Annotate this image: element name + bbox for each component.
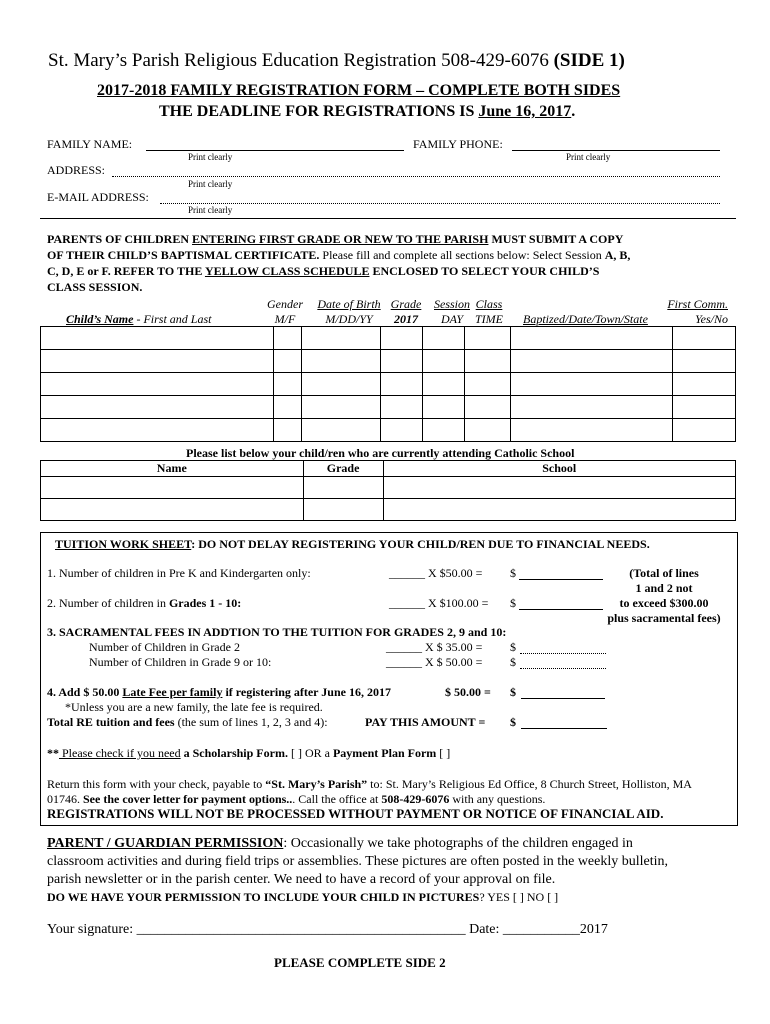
permission-line-3: parish newsletter or in the parish center. We need to have a record of your approval on file. (47, 872, 556, 887)
return-payee: “St. Mary’s Parish” (265, 777, 368, 791)
tuition-line-2-dollar: $ (510, 596, 516, 610)
col-gender-2: M/F (274, 312, 296, 326)
class-cell[interactable] (465, 373, 511, 396)
table-row (41, 419, 736, 442)
notice-line-2 (47, 248, 630, 263)
grade-9-calc: ______ X $ 50.00 = (386, 655, 483, 669)
grade-cell[interactable] (381, 419, 423, 442)
permission-line-1 (47, 836, 633, 852)
baptized-cell[interactable] (511, 419, 673, 442)
deadline-suffix: . (571, 103, 576, 120)
col-session-2: DAY (440, 312, 463, 326)
child-name-cell[interactable] (41, 373, 274, 396)
gender-cell[interactable] (273, 396, 301, 419)
pay-amount-label: PAY THIS AMOUNT = (365, 715, 486, 729)
baptized-cell[interactable] (511, 373, 673, 396)
permission-heading: PARENT / GUARDIAN PERMISSION (47, 836, 284, 851)
email-hint: Print clearly (188, 205, 233, 215)
notice-text: . REFER TO THE (107, 264, 205, 278)
col-grade-1: Grade (390, 297, 422, 311)
address-hint: Print clearly (188, 179, 233, 189)
family-name-hint: Print clearly (188, 152, 233, 162)
col-class-2: TIME (475, 312, 503, 326)
deadline-date: June 16, 2017 (478, 103, 572, 120)
late-fee-dollar: $ (510, 685, 516, 699)
baptized-cell[interactable] (511, 350, 673, 373)
tuition-heading-a: TUITION WORK SHEET (55, 537, 192, 551)
permission-text: : Occasionally we take photographs of the children engaged in (283, 836, 633, 851)
tuition-line-2-amount[interactable] (519, 609, 603, 610)
notice-emphasis: ENTERING FIRST GRADE OR NEW TO THE PARISH (192, 232, 489, 246)
grade-2-calc: ______ X $ 35.00 = (386, 640, 483, 654)
catholic-school-cell[interactable] (383, 477, 735, 499)
tuition-line-1-amount[interactable] (519, 579, 603, 580)
gender-cell[interactable] (273, 327, 301, 350)
catholic-col-school: School (383, 461, 735, 477)
not-processed-warning: REGISTRATIONS WILL NOT BE PROCESSED WITHOUT PAYMENT OR NOTICE OF FINANCIAL AID. (47, 806, 664, 821)
col-dob-2: M/DD/YY (325, 312, 373, 326)
tuition-note-1: (Total of lines (629, 566, 699, 580)
payment-plan-form: Payment Plan Form (332, 746, 437, 760)
grade-9-dollar: $ (510, 655, 516, 669)
pay-dollar: $ (510, 715, 516, 729)
catholic-name-cell[interactable] (41, 499, 304, 521)
return-phone: 508-429-6076 (381, 792, 450, 806)
pay-amount[interactable] (521, 728, 607, 729)
grade-2-amount[interactable] (520, 653, 606, 654)
notice-text: ENCLOSED TO SELECT YOUR CHILD’S (369, 264, 600, 278)
session-cell[interactable] (423, 327, 465, 350)
tuition-line-2-a: 2. Number of children in (47, 596, 169, 610)
catholic-grade-cell[interactable] (303, 477, 383, 499)
col-child-name-sub: - First and Last (133, 312, 212, 326)
child-name-cell[interactable] (41, 327, 274, 350)
first-comm-cell[interactable] (673, 327, 736, 350)
tuition-note-4: plus sacramental fees) (607, 611, 721, 625)
payment-plan-checkbox[interactable]: [ ] (436, 746, 451, 760)
footer-complete-side-2: PLEASE COMPLETE SIDE 2 (274, 955, 446, 970)
total-label (47, 715, 328, 730)
gender-cell[interactable] (273, 350, 301, 373)
notice-text: C, D, E or F (47, 264, 108, 278)
class-cell[interactable] (465, 419, 511, 442)
col-child-name (66, 312, 211, 327)
scholarship-form: a Scholarship Form. (180, 746, 288, 760)
col-class (470, 297, 508, 327)
catholic-col-name: Name (41, 461, 304, 477)
total-label-b: (the sum of lines 1, 2, 3 and 4): (174, 715, 328, 729)
class-cell[interactable] (465, 327, 511, 350)
first-comm-cell[interactable] (673, 396, 736, 419)
title-main: St. Mary’s Parish Religious Education Registration 508-429-6076 (48, 50, 554, 71)
catholic-name-cell[interactable] (41, 477, 304, 499)
grade-cell[interactable] (381, 327, 423, 350)
return-text: with any questions. (449, 792, 546, 806)
catholic-col-grade: Grade (303, 461, 383, 477)
notice-text: A, B, (604, 248, 631, 262)
table-row (41, 350, 736, 373)
permission-question (47, 890, 558, 905)
return-line-2 (47, 792, 545, 807)
tuition-line-1-dollar: $ (510, 566, 516, 580)
tuition-line-4-c: if registering after June 16, 2017 (222, 685, 391, 699)
col-grade (388, 297, 424, 327)
table-row (41, 477, 736, 499)
first-comm-cell[interactable] (673, 373, 736, 396)
return-text: . Call the office at (292, 792, 382, 806)
col-first-comm-1: First Comm. (667, 297, 728, 311)
late-fee-note: *Unless you are a new family, the late fee is required. (65, 700, 323, 714)
return-text: Return this form with your check, payable to (47, 777, 266, 791)
child-name-cell[interactable] (41, 419, 274, 442)
col-child-name-main: Child’s Name (66, 312, 134, 326)
tuition-note-2: 1 and 2 not (635, 581, 693, 595)
notice-line-3 (47, 264, 599, 279)
scholarship-check: Please check if you need (59, 746, 181, 760)
tuition-line-4 (47, 685, 391, 700)
divider (40, 218, 736, 219)
tuition-line-4-b: Late Fee per family (122, 685, 223, 699)
page-title (48, 50, 625, 72)
notice-line-1 (47, 232, 623, 247)
tuition-heading-b: : DO NOT DELAY REGISTERING YOUR CHILD/REN DUE TO FINANCIAL NEEDS. (191, 537, 650, 551)
family-phone-field[interactable] (512, 150, 720, 151)
title-side: (SIDE 1) (553, 50, 625, 71)
session-cell[interactable] (423, 350, 465, 373)
return-text: 01746. (47, 792, 83, 806)
col-baptized: Baptized/Date/Town/State (523, 312, 648, 326)
permission-yes-no[interactable]: ? YES [ ] NO [ ] (479, 890, 559, 904)
tuition-heading (55, 537, 650, 552)
email-field[interactable] (160, 203, 720, 204)
catholic-heading: Please list below your child/ren who are currently attending Catholic School (186, 446, 575, 460)
col-dob-1: Date of Birth (317, 297, 381, 311)
dob-cell[interactable] (301, 350, 381, 373)
total-label-a: Total RE tuition and fees (47, 715, 175, 729)
grade-cell[interactable] (381, 373, 423, 396)
tuition-note (598, 566, 730, 626)
notice-line-4: CLASS SESSION. (47, 280, 143, 294)
gender-cell[interactable] (273, 419, 301, 442)
session-cell[interactable] (423, 373, 465, 396)
notice-text: Please fill and complete all sections below: Select Session (319, 248, 605, 262)
tuition-line-1-calc: ______ X $50.00 = (389, 566, 483, 580)
notice-emphasis: YELLOW CLASS SCHEDULE (204, 264, 370, 278)
tuition-line-3: 3. SACRAMENTAL FEES IN ADDTION TO THE TUITION FOR GRADES 2, 9 and 10: (47, 625, 507, 639)
scholarship-stars: ** (47, 746, 59, 760)
family-phone-hint: Print clearly (566, 152, 611, 162)
table-row (41, 373, 736, 396)
baptized-cell[interactable] (511, 396, 673, 419)
table-row (41, 327, 736, 350)
address-label: ADDRESS: (47, 163, 106, 177)
col-class-1: Class (475, 297, 503, 311)
class-cell[interactable] (465, 350, 511, 373)
first-comm-cell[interactable] (673, 419, 736, 442)
dob-cell[interactable] (301, 373, 381, 396)
col-session-1: Session (434, 297, 470, 311)
notice-text: PARENTS OF CHILDREN (47, 232, 193, 246)
gender-cell[interactable] (273, 373, 301, 396)
tuition-line-1: 1. Number of children in Pre K and Kindergarten only: (47, 566, 311, 580)
email-label: E-MAIL ADDRESS: (47, 190, 149, 204)
child-name-cell[interactable] (41, 396, 274, 419)
grade-2-dollar: $ (510, 640, 516, 654)
tuition-line-4-a: 4. Add $ 50.00 (47, 685, 123, 699)
catholic-grade-cell[interactable] (303, 499, 383, 521)
tuition-note-3: to exceed $300.00 (619, 596, 709, 610)
col-gender (264, 297, 306, 327)
child-table (40, 326, 736, 442)
catholic-header-row (41, 461, 736, 477)
grade-2-label: Number of Children in Grade 2 (89, 640, 240, 654)
late-fee-calc: $ 50.00 = (445, 685, 491, 699)
col-gender-1: Gender (267, 297, 303, 311)
grade-9-label: Number of Children in Grade 9 or 10: (89, 655, 272, 669)
tuition-line-2 (47, 596, 241, 611)
permission-line-2: classroom activities and during field trips or assemblies. These pictures are often posted in the weekly bulletin, (47, 854, 669, 869)
table-row (41, 499, 736, 521)
dob-cell[interactable] (301, 419, 381, 442)
late-fee-amount[interactable] (521, 698, 605, 699)
dob-cell[interactable] (301, 396, 381, 419)
col-session (430, 297, 474, 327)
return-cover-letter: See the cover letter for payment options.. (83, 792, 293, 806)
table-row (41, 396, 736, 419)
grade-cell[interactable] (381, 350, 423, 373)
notice-text: MUST SUBMIT A COPY (488, 232, 624, 246)
baptized-cell[interactable] (511, 327, 673, 350)
tuition-line-2-calc: ______ X $100.00 = (389, 596, 489, 610)
col-first-comm (660, 297, 728, 327)
family-name-field[interactable] (146, 150, 404, 151)
permission-question-text: DO WE HAVE YOUR PERMISSION TO INCLUDE YOUR CHILD IN PICTURES (47, 890, 480, 904)
class-cell[interactable] (465, 396, 511, 419)
return-text: to: St. Mary’s Religious Ed Office, 8 Church Street, Holliston, MA (367, 777, 692, 791)
dob-cell[interactable] (301, 327, 381, 350)
address-field[interactable] (112, 176, 720, 177)
tuition-line-2-b: Grades 1 - 10: (168, 596, 242, 610)
first-comm-cell[interactable] (673, 350, 736, 373)
grade-9-amount[interactable] (520, 668, 606, 669)
deadline (159, 103, 575, 121)
catholic-table (40, 460, 736, 521)
notice-text: OF THEIR CHILD’S BAPTISMAL CERTIFICATE. (47, 248, 320, 262)
col-grade-2: 2017 (394, 312, 418, 326)
session-cell[interactable] (423, 396, 465, 419)
child-name-cell[interactable] (41, 350, 274, 373)
family-name-label: FAMILY NAME: (47, 137, 133, 151)
family-phone-label: FAMILY PHONE: (413, 137, 503, 151)
return-line-1 (47, 777, 692, 792)
signature-line[interactable]: Your signature: _______________________________________________ Date: ___________2017 (47, 922, 608, 937)
session-cell[interactable] (423, 419, 465, 442)
deadline-prefix: THE DEADLINE FOR REGISTRATIONS IS (159, 103, 479, 120)
scholarship-line (47, 746, 450, 761)
col-dob (312, 297, 386, 327)
scholarship-checkbox[interactable]: [ ] OR a (287, 746, 333, 760)
form-subtitle: 2017-2018 FAMILY REGISTRATION FORM – COMPLETE BOTH SIDES (97, 82, 621, 99)
catholic-school-cell[interactable] (383, 499, 735, 521)
col-first-comm-2: Yes/No (695, 312, 728, 326)
grade-cell[interactable] (381, 396, 423, 419)
